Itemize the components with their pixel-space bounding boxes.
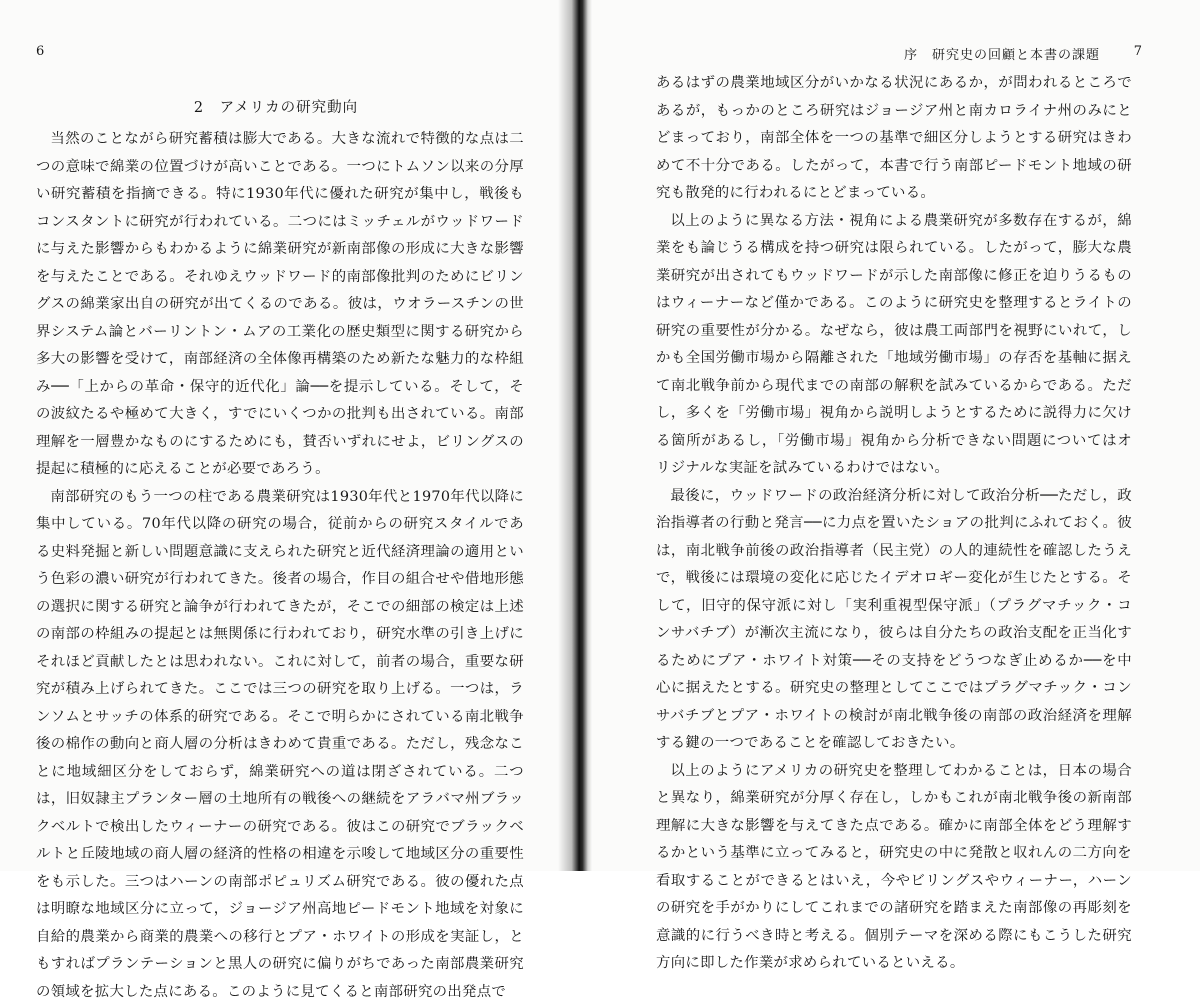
left-paragraph-1: 当然のことながら研究蓄積は膨大である。大きな流れで特徴的な点は二つの意味で綿業の位置づけが高いことである。一つにトムソン以来の分厚い研究蓄積を指摘できる。特に1930年代に優れた研究が集中し，戦後もコンスタントに研究が行われている。二つにはミッチェルがウッドワードに与えた影響からもわかるように綿業研究が新南部像の形成に大きな影響を与えたことである。それゆえウッドワード的南部像批判のためにビリングスの綿業家出自の研究が出てくるのである。彼は，ウオラースチンの世界システム論とバーリントン・ムアの工業化の歴史類型に関する研究から多大の影響を受けて，南部経済の全体像再構築のため新たな魅力的な枠組み──「上からの革命・保守的近代化」論──を提示している。そして，その波紋たるや極めて大きく，すでにいくつかの批判も出されている。南部理解を一層豊かなものにするためにも，賛否いずれにせよ，ビリングスの提起に積極的に応えることが必要であろう。 <box>36 126 524 484</box>
right-paragraph-1: あるはずの農業地域区分がいかなる状況にあるか，が問われるところであるが，もっかのところ研究はジョージア州と南カロライナ州のみにとどまっており，南部全体を一つの基準で細区分しようとする研究はきわめて不十分である。したがって，本書で行う南部ピードモント地域の研究も散発的に行われるにとどまっている。 <box>656 70 1132 208</box>
right-paragraph-3: 最後に，ウッドワードの政治経済分析に対して政治分析──ただし，政治指導者の行動と発言──に力点を置いたショアの批判にふれておく。彼は，南北戦争前後の政治指導者（民主党）の人的連続性を確認したうえで，戦後には環境の変化に応じたイデオロギー変化が生じたとする。そして，旧守的保守派に対し「実利重視型保守派」（プラグマチック・コンサバチブ）が漸次主流になり，彼らは自分たちの政治支配を正当化するためにプア・ホワイト対策──その支持をどうつなぎ止めるか──を中心に据えたとする。研究史の整理としてここではプラグマチック・コンサバチブとプア・ホワイトの検討が南北戦争後の南部の政治経済を理解する鍵の一つであることを確認しておきたい。 <box>656 483 1132 758</box>
section-title: 2 アメリカの研究動向 <box>36 96 516 117</box>
left-page-number: 6 <box>36 44 44 59</box>
left-body-text <box>36 126 524 1006</box>
right-paragraph-4: 以上のようにアメリカの研究史を整理してわかることは，日本の場合と異なり，綿業研究が分厚く存在し，しかもこれが南北戦争後の新南部理解に大きな影響を与えてきた点である。確かに南部全体をどう理解するかという基準に立ってみると，研究史の中に発散と収れんの二方向を看取することができるとはいえ，今やビリングスやウィーナー，ハーンの研究を手がかりにしてこれまでの諸研究を踏まえた南部像の再彫刻を意識的に行うべき時と考える。個別テーマを深める際にもこうした研究方向に即した作業が求められているといえる。 <box>656 758 1132 978</box>
right-page-number: 7 <box>1134 44 1142 59</box>
left-page <box>0 0 582 871</box>
right-paragraph-2: 以上のように異なる方法・視角による農業研究が多数存在するが，綿業をも論じうる構成を持つ研究は限られている。したがって，膨大な農業研究が出されてもウッドワードが示した南部像に修正を迫りうるものはウィーナーなど僅かである。このように研究史を整理するとライトの研究の重要性が分かる。なぜなら，彼は農工両部門を視野にいれて，しかも全国労働市場から隔離された「地域労働市場」の存否を基軸に据えて南北戦争前から現代までの南部の解釈を試みているからである。ただし，多くを「労働市場」視角から説明しようとするために説得力に欠ける箇所があるし，「労働市場」視角から分析できない問題についてはオリジナルな実証を試みているわけではない。 <box>656 208 1132 483</box>
right-body-text <box>656 70 1132 978</box>
running-head: 序 研究史の回顧と本書の課題 <box>904 44 1100 63</box>
left-paragraph-2: 南部研究のもう一つの柱である農業研究は1930年代と1970年代以降に集中している。70年代以降の研究の場合，従前からの研究スタイルである史料発掘と新しい問題意識に支えられた研究と近代経済理論の適用という色彩の濃い研究が行われてきた。後者の場合，作目の組合せや借地形態の選択に関する研究と論争が行われてきたが，そこでの細部の検定は上述の南部の枠組みの提起とは無関係に行われており，研究水準の引き上げにそれほど貢献したとは思われない。これに対して，前者の場合，重要な研究が積み上げられてきた。ここでは三つの研究を取り上げる。一つは，ランソムとサッチの体系的研究である。そこで明らかにされている南北戦争後の棉作の動向と商人層の分析はきわめて貴重である。ただし，残念なことに地域細区分をしておらず，綿業研究への道は閉ざされている。二つは，旧奴隷主プランター層の土地所有の戦後への継続をアラバマ州ブラックベルトで検出したウィーナーの研究である。彼はこの研究でブラックベルトと丘陵地域の商人層の経済的性格の相違を示唆して地域区分の重要性をも示した。三つはハーンの南部ポピュリズム研究である。彼の優れた点は明瞭な地域区分に立って，ジョージア州高地ピードモント地域を対象に自給的農業から商業的農業への移行とプア・ホワイトの形成を実証し，ともすればプランテーションと黒人の研究に偏りがちであった南部農業研究の領域を拡大した点にある。このように見てくると南部研究の出発点で <box>36 484 524 1006</box>
right-page <box>582 0 1200 871</box>
